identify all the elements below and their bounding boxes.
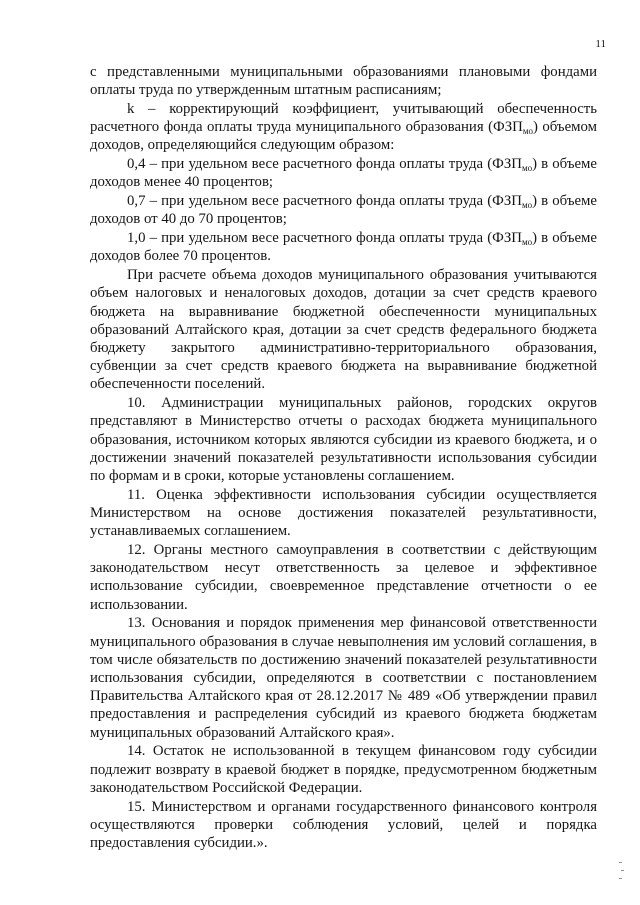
- paragraph-text: 13. Основания и порядок применения мер финансовой ответственности муниципального образования в случае невыполнения им условий соглашения, в том числе обязательств по достижению значений показателей результативности использования субсидии, определяются в соответствии с постановлением Правительства Алтайского края от 28.12.2017 № 489 «Об утверждении правил предоставления и распределения субсидий из краевого бюджета бюджетам муниципальных образований Алтайского края».: [90, 615, 597, 741]
- document-body: [90, 63, 597, 853]
- paragraph-income-calculation: [90, 266, 597, 393]
- paragraph-continuation: [90, 63, 597, 99]
- subscript: мо: [522, 126, 534, 137]
- subscript: мо: [521, 200, 533, 211]
- paragraph-text: 12. Органы местного самоуправления в соответствии с действующим законодательством несут ответственность за целевое и эффективное использование субсидии, своевременное представление отчетности о ее использовании.: [90, 542, 597, 613]
- paragraph-text: 10. Администрации муниципальных районов, городских округов представляют в Министерство отчеты о расходах бюджета муниципального образования, источником которых являются субсидии из краевого бюджета, и о достижении значений показателей результативности использования субсидии по формам и в сроки, которые установлены соглашением.: [90, 395, 597, 485]
- paragraph-item-11: [90, 486, 597, 541]
- paragraph-item-13: [90, 614, 597, 741]
- paragraph-tail: ) в объеме доходов более 70 процентов.: [90, 230, 597, 265]
- paragraph-text: 0,7 – при удельном весе расчетного фонда оплаты труда (ФЗП: [127, 193, 522, 210]
- scan-speck: [621, 870, 624, 871]
- paragraph-text: 1,0 – при удельном весе расчетного фонда оплаты труда (ФЗП: [127, 230, 522, 247]
- paragraph-text: с представленными муниципальными образованиями плановыми фондами оплаты труда по утвержденным штатным расписаниям;: [90, 64, 597, 99]
- paragraph-k-coefficient: [90, 100, 597, 155]
- paragraph-text: 14. Остаток не использованной в текущем финансовом году субсидии подлежит возврату в краевой бюджет в порядке, предусмотренном бюджетным законодательством Российской Федерации.: [90, 743, 597, 796]
- paragraph-text: k – корректирующий коэффициент, учитывающий обеспеченность расчетного фонда оплаты труда муниципального образования (ФЗП: [90, 101, 597, 136]
- paragraph-text: 11. Оценка эффективности использования субсидии осуществляется Министерством на основе достижения показателей результативности, устанавливаемых соглашением.: [90, 486, 597, 540]
- paragraph-coef-1-0: [90, 229, 597, 265]
- paragraph-coef-0-7: [90, 192, 597, 228]
- paragraph-item-12: [90, 541, 597, 614]
- paragraph-text: 15. Министерством и органами государственного финансового контроля осуществляются проверки соблюдения условий, целей и порядка предоставления субсидии.».: [90, 798, 597, 852]
- subscript: мо: [521, 163, 533, 174]
- paragraph-coef-0-4: [90, 155, 597, 191]
- paragraph-tail: ) объемом доходов, определяющийся следующим образом:: [90, 119, 597, 154]
- paragraph-tail: ) в объеме доходов от 40 до 70 процентов;: [90, 193, 597, 228]
- paragraph-text: 0,4 – при удельном весе расчетного фонда оплаты труда (ФЗП: [127, 156, 522, 173]
- paragraph-tail: ) в объеме доходов менее 40 процентов;: [90, 156, 597, 191]
- page-number: 11: [595, 38, 606, 50]
- paragraph-item-14: [90, 742, 597, 797]
- scan-speck: [619, 862, 622, 863]
- paragraph-item-15: [90, 798, 597, 853]
- scan-speck: [619, 878, 622, 879]
- paragraph-item-10: [90, 394, 597, 485]
- paragraph-text: При расчете объема доходов муниципального образования учитываются объем налоговых и неналоговых доходов, дотации за счет средств краевого бюджета на выравнивание бюджетной обеспеченности муниципальных образований Алтайского края, дотации за счет средств федерального бюджета бюджету закрытого административно-территориального образования, субвенции за счет средств краевого бюджета на выравнивание бюджетной обеспеченности поселений.: [90, 267, 597, 393]
- subscript: мо: [521, 237, 533, 248]
